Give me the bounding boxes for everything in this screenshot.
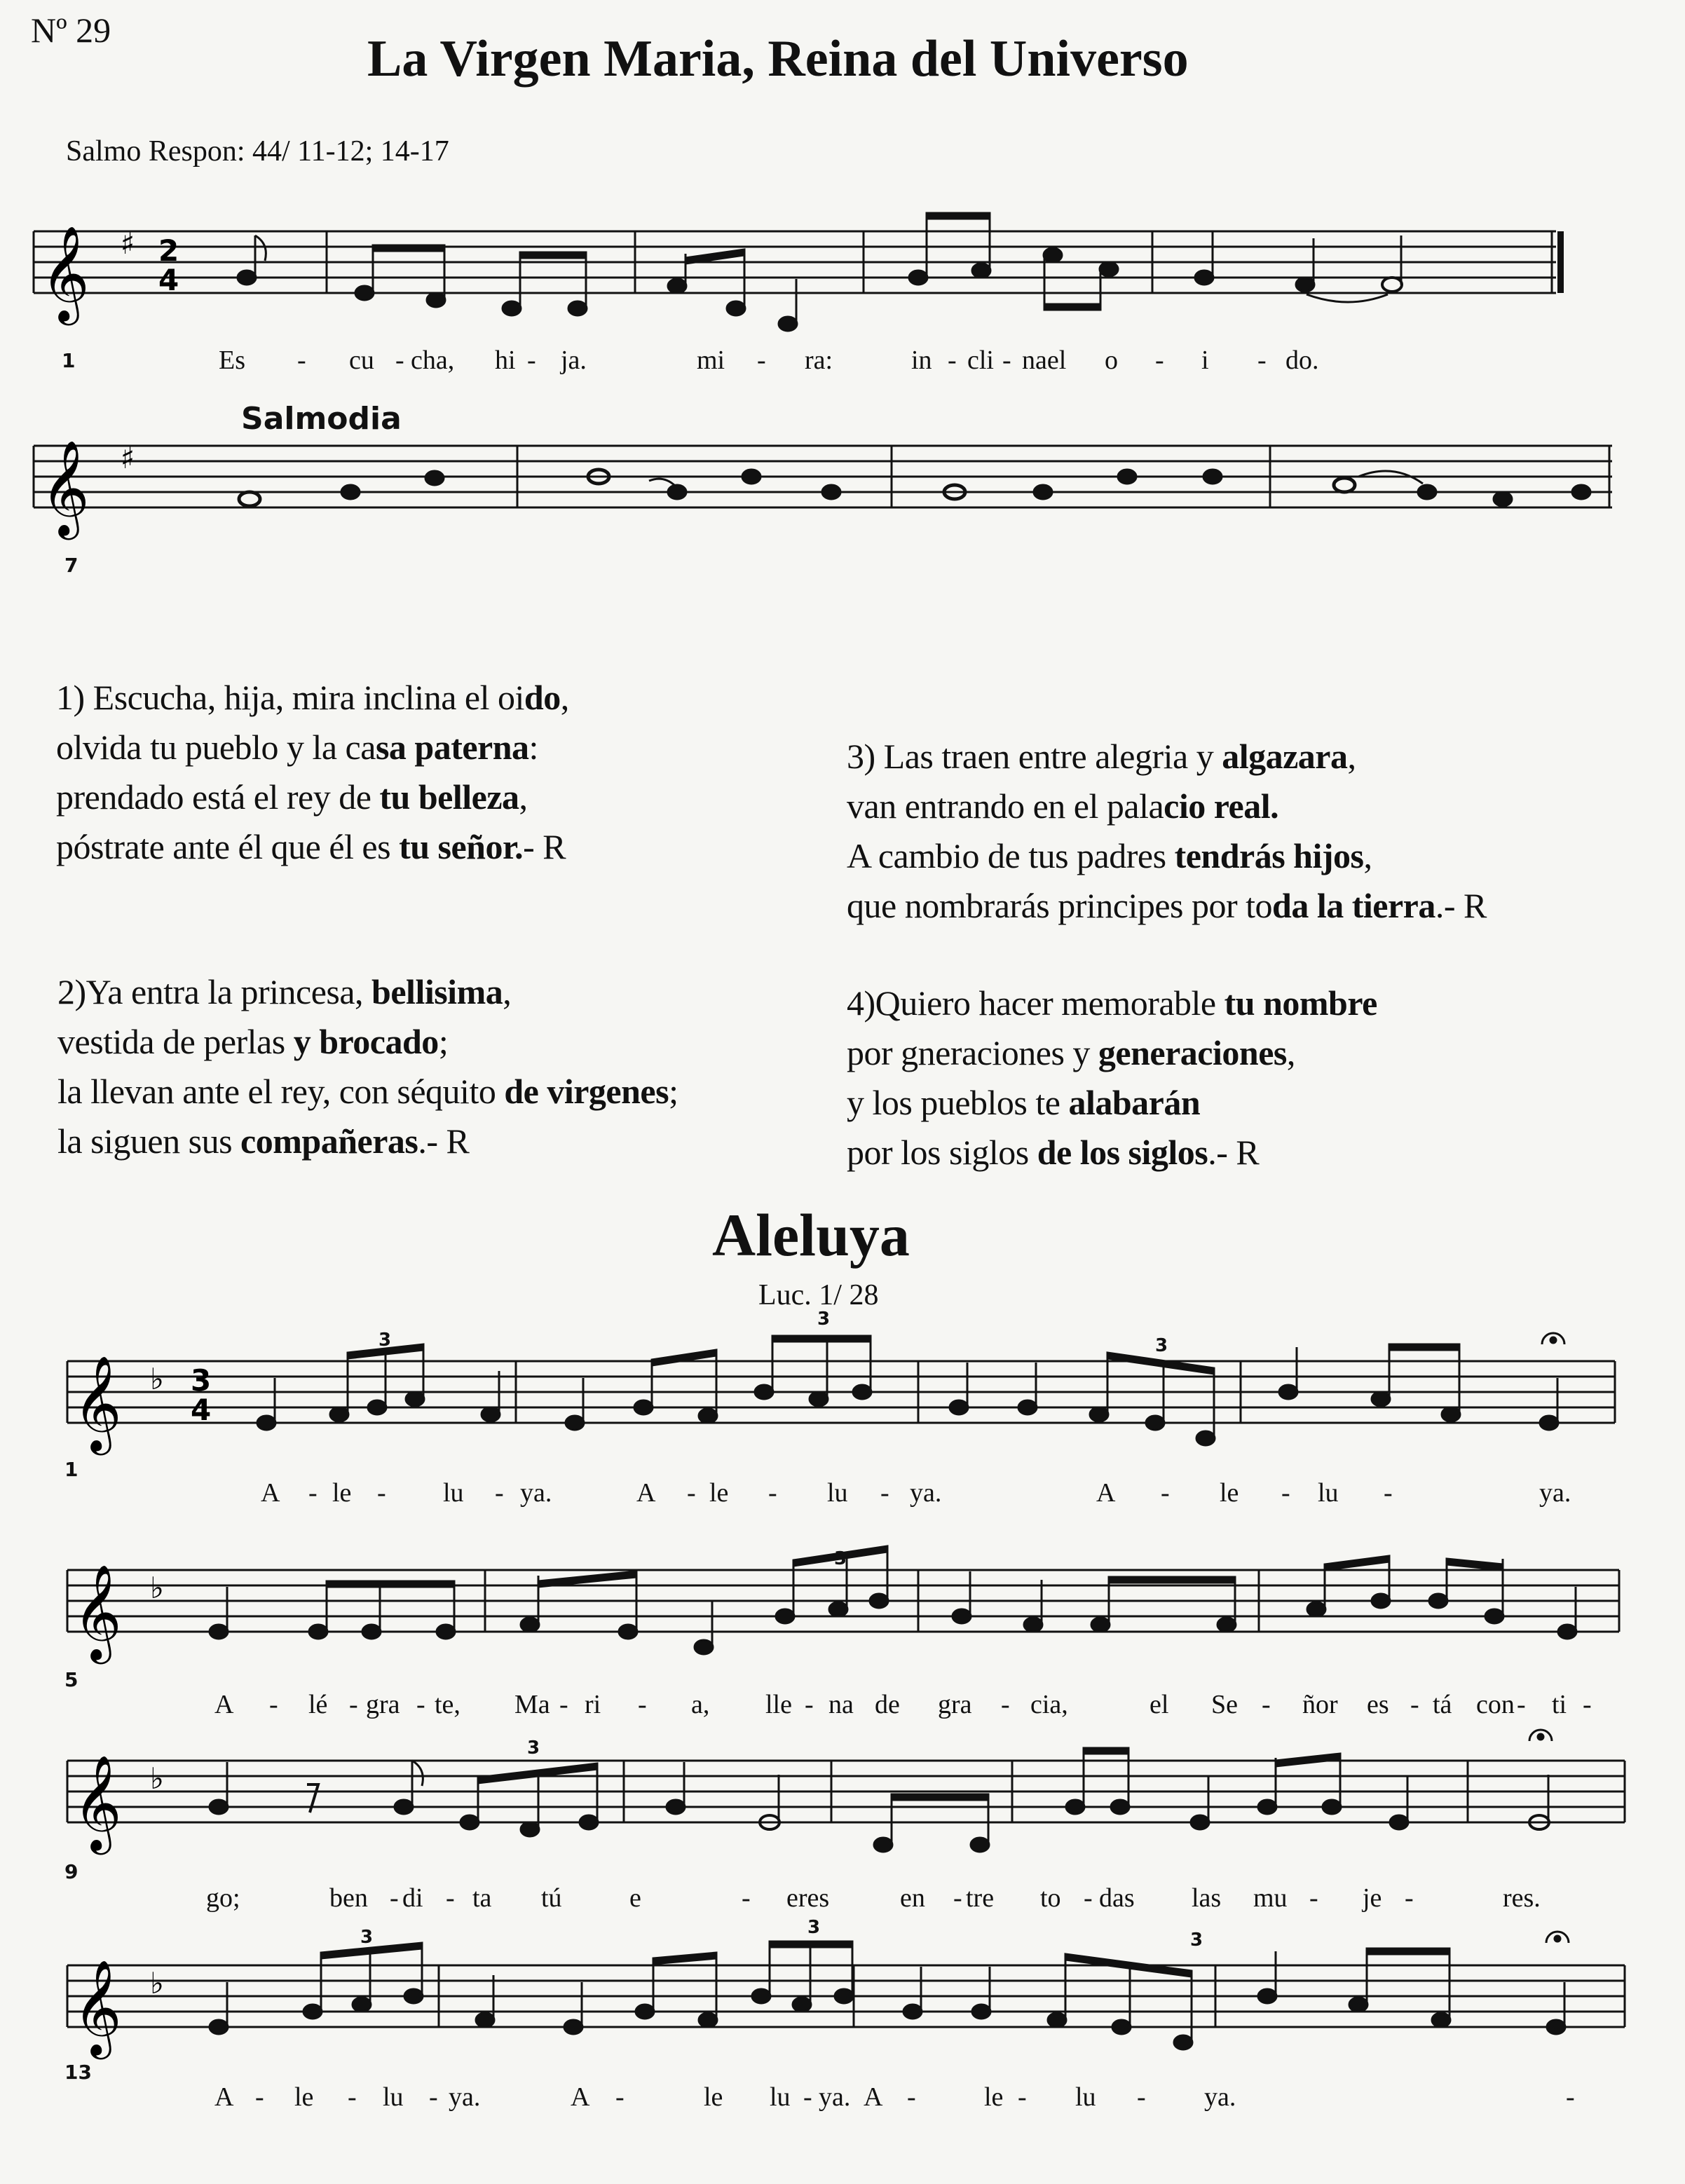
lyric-syllable: - xyxy=(390,1883,399,1913)
lyric-syllable: i xyxy=(1201,346,1209,375)
lyric-syllable: Es xyxy=(219,346,245,375)
svg-text:3: 3 xyxy=(807,1917,821,1938)
lyric-syllable: - xyxy=(255,2082,264,2112)
verse-text: , xyxy=(519,777,528,817)
lyric-syllable: - xyxy=(1309,1883,1318,1913)
verse-bold-text: tu nombre xyxy=(1224,983,1377,1023)
verse-bold-text: y brocado xyxy=(293,1022,439,1061)
verse-text: , xyxy=(503,972,512,1011)
svg-text:3: 3 xyxy=(1155,1335,1168,1356)
lyric-syllable: le xyxy=(332,1478,352,1508)
svg-text:♯: ♯ xyxy=(121,226,135,261)
lyric-syllable: lu xyxy=(443,1478,464,1508)
lyric-syllable: mi xyxy=(697,346,725,375)
hymn-number: Nº 29 xyxy=(31,11,111,50)
lyric-syllable: de xyxy=(875,1690,900,1719)
verse-text: van entrando en el pala xyxy=(847,786,1164,826)
lyric-syllable: - xyxy=(527,346,536,375)
verse-bold-text: generaciones xyxy=(1098,1033,1287,1072)
verse-bold-text: algazara xyxy=(1222,737,1348,776)
lyric-syllable: - xyxy=(1161,1478,1170,1508)
lyric-syllable: go; xyxy=(206,1883,240,1913)
treble-clef-icon: 𝄞 xyxy=(41,439,90,535)
verse-text: 2)Ya entra la princesa, xyxy=(57,972,372,1011)
lyric-syllable: lé xyxy=(308,1690,328,1719)
lyric-syllable: ñor xyxy=(1302,1690,1338,1719)
lyric-syllable: - xyxy=(615,2082,625,2112)
verse-text: que nombrarás principes por to xyxy=(847,886,1273,925)
lyric-syllable: Se xyxy=(1211,1690,1238,1719)
lyric-syllable: Ma xyxy=(514,1690,550,1719)
verse-text: la llevan ante el rey, con séquito xyxy=(57,1072,505,1111)
lyric-syllable: - xyxy=(1517,1690,1526,1719)
lyric-syllable: - xyxy=(742,1883,751,1913)
lyric-syllable: A xyxy=(214,1690,234,1719)
verse-text: 3) Las traen entre alegria y xyxy=(847,737,1222,776)
verse-text: .- R xyxy=(1208,1133,1260,1172)
lyric-syllable: las xyxy=(1192,1883,1222,1913)
lyric-syllable: - xyxy=(1410,1690,1419,1719)
lyric-syllable: ri xyxy=(585,1690,601,1719)
svg-text:3: 3 xyxy=(191,1363,212,1398)
lyric-syllable: e xyxy=(629,1883,641,1913)
lyric-syllable: a, xyxy=(691,1690,710,1719)
lyric-syllable: lu xyxy=(1075,2082,1096,2112)
verse-text: .- R xyxy=(418,1121,470,1161)
lyric-syllable: - xyxy=(395,346,404,375)
lyric-syllable: - xyxy=(348,2082,357,2112)
lyric-syllable: con xyxy=(1476,1690,1515,1719)
lyric-syllable: das xyxy=(1099,1883,1135,1913)
lyric-syllable: - xyxy=(495,1478,504,1508)
lyric-syllable: - xyxy=(1583,1690,1592,1719)
lyric-syllable: ya. xyxy=(819,2082,851,2112)
lyric-syllable: - xyxy=(1257,346,1267,375)
verse-text: , xyxy=(560,678,569,717)
lyric-syllable: nael xyxy=(1022,346,1067,375)
verse-text: oi xyxy=(497,678,524,717)
lyric-syllable: le xyxy=(294,2082,314,2112)
lyric-syllable: hi xyxy=(495,346,516,375)
verse-text: olvida tu pueblo y la xyxy=(56,728,346,767)
page-title: La Virgen Maria, Reina del Universo xyxy=(367,30,1189,88)
lyric-syllable: cha, xyxy=(411,346,455,375)
verse-bold-text: cio real. xyxy=(1164,786,1279,826)
svg-text:4: 4 xyxy=(191,1393,212,1427)
lyric-syllable: - xyxy=(297,346,306,375)
measure-number: 1 xyxy=(64,1458,79,1481)
lyric-syllable: ra: xyxy=(805,346,833,375)
verse-bold-text: de los siglos xyxy=(1037,1133,1208,1172)
verse-text: ; xyxy=(438,1022,449,1061)
lyric-syllable: le xyxy=(1220,1478,1239,1508)
lyric-syllable: - xyxy=(1262,1690,1271,1719)
svg-text:♯: ♯ xyxy=(121,441,135,475)
lyric-syllable: - xyxy=(803,2082,812,2112)
verse-text: - R xyxy=(523,827,566,866)
verse-bold-text: de virgenes xyxy=(504,1072,669,1111)
verse-text: 4)Quiero hacer memorable xyxy=(847,983,1224,1023)
svg-text:3: 3 xyxy=(1190,1930,1203,1951)
verse-text: ; xyxy=(669,1072,678,1111)
verse-text: .- R xyxy=(1435,886,1487,925)
lyric-syllable: ya. xyxy=(520,1478,552,1508)
verse-text: vestida de perlas xyxy=(57,1022,294,1061)
measure-number: 5 xyxy=(64,1668,79,1691)
lyric-syllable: - xyxy=(559,1690,568,1719)
measure-number: 9 xyxy=(64,1860,79,1883)
verse-text: , xyxy=(1363,836,1372,875)
svg-text:3: 3 xyxy=(817,1309,831,1330)
lyric-syllable: lu xyxy=(1318,1478,1339,1508)
lyric-syllable: - xyxy=(953,1883,962,1913)
lyric-syllable: - xyxy=(757,346,766,375)
lyric-syllable: - xyxy=(1137,2082,1146,2112)
verse-text: , xyxy=(1286,1033,1295,1072)
verse-bold-text: do xyxy=(524,678,561,717)
verse-text: A cambio de tus padres xyxy=(847,836,1175,875)
lyric-syllable: A xyxy=(636,1478,656,1508)
lyric-syllable: cli xyxy=(967,346,994,375)
svg-text:3: 3 xyxy=(360,1927,374,1948)
lyric-syllable: ya. xyxy=(1539,1478,1571,1508)
treble-clef-icon: 𝄞 xyxy=(41,224,90,321)
verse-bold-text: tu belleza xyxy=(379,777,519,817)
lyric-syllable: - xyxy=(1155,346,1164,375)
lyric-syllable: - xyxy=(880,1478,889,1508)
lyric-syllable: lu xyxy=(827,1478,848,1508)
verse-bold-text: tu señor. xyxy=(399,827,524,866)
lyric-syllable: - xyxy=(1084,1883,1093,1913)
verse-text: por los siglos xyxy=(847,1133,1037,1172)
lyric-syllable: cu xyxy=(349,346,374,375)
lyric-syllable: te, xyxy=(435,1690,461,1719)
lyric-syllable: gra xyxy=(938,1690,972,1719)
lyric-syllable: - xyxy=(768,1478,777,1508)
svg-text:2: 2 xyxy=(158,233,179,268)
lyric-syllable: - xyxy=(1566,2082,1575,2112)
lyric-syllable: - xyxy=(1281,1478,1290,1508)
lyric-syllable: ta xyxy=(472,1883,492,1913)
treble-clef-icon: 𝄞 xyxy=(73,1354,122,1451)
lyric-syllable: - xyxy=(1001,1690,1010,1719)
verse-text: por gneraciones y xyxy=(847,1033,1098,1072)
lyric-syllable: - xyxy=(1002,346,1011,375)
svg-text:♭: ♭ xyxy=(150,1362,164,1396)
lyric-syllable: A xyxy=(261,1478,280,1508)
measure-number: 7 xyxy=(64,554,79,577)
lyric-syllable: - xyxy=(907,2082,916,2112)
lyric-syllable: el xyxy=(1150,1690,1169,1719)
measure-number: 13 xyxy=(64,2061,92,2084)
verse-bold-text: compañeras xyxy=(240,1121,418,1161)
measure-number: 1 xyxy=(62,349,76,372)
lyric-syllable: tú xyxy=(541,1883,562,1913)
lyric-syllable: mu xyxy=(1253,1883,1288,1913)
lyric-syllable: A xyxy=(214,2082,234,2112)
svg-text:3: 3 xyxy=(378,1330,392,1351)
lyric-syllable: in xyxy=(911,346,932,375)
lyric-syllable: A xyxy=(571,2082,590,2112)
verse-text: prendado está el rey de xyxy=(56,777,380,817)
svg-text:♭: ♭ xyxy=(150,1761,164,1796)
lyric-syllable: - xyxy=(416,1690,425,1719)
lyric-syllable: tá xyxy=(1433,1690,1452,1719)
lyric-syllable: le xyxy=(984,2082,1004,2112)
lyric-syllable: A xyxy=(864,2082,883,2112)
lyric-syllable: le xyxy=(704,2082,723,2112)
lyric-syllable: - xyxy=(687,1478,696,1508)
lyric-syllable: - xyxy=(1384,1478,1393,1508)
lyric-syllable: - xyxy=(269,1690,278,1719)
verse-text: póstrate ante él que él es xyxy=(56,827,400,866)
svg-text:♭: ♭ xyxy=(150,1571,164,1605)
psalm-reference: Salmo Respon: 44/ 11-12; 14-17 xyxy=(66,135,449,168)
lyric-syllable: ja. xyxy=(561,346,587,375)
lyric-syllable: di xyxy=(402,1883,423,1913)
lyric-syllable: res. xyxy=(1503,1883,1541,1913)
verse-text: 1) Escucha, hija, mira inclina el xyxy=(56,678,498,717)
lyric-syllable: eres xyxy=(786,1883,830,1913)
treble-clef-icon: 𝄞 xyxy=(73,1563,122,1660)
lyric-syllable: - xyxy=(948,346,957,375)
lyric-syllable: le xyxy=(709,1478,729,1508)
gospel-reference: Luc. 1/ 28 xyxy=(758,1279,879,1311)
svg-text:3: 3 xyxy=(834,1548,847,1569)
svg-text:3: 3 xyxy=(527,1738,540,1759)
lyric-syllable: do. xyxy=(1285,346,1319,375)
verse-text: : xyxy=(528,728,538,767)
verse-bold-text: bellisima xyxy=(371,972,503,1011)
verse-bold-text: alabarán xyxy=(1068,1083,1201,1122)
lyric-syllable: ya. xyxy=(910,1478,942,1508)
lyric-syllable: - xyxy=(1018,2082,1027,2112)
lyric-syllable: ya. xyxy=(449,2082,481,2112)
svg-text:♭: ♭ xyxy=(150,1966,164,2000)
lyric-syllable: o xyxy=(1105,346,1118,375)
verse-bold-text: sa paterna xyxy=(375,728,529,767)
lyric-syllable: - xyxy=(349,1690,358,1719)
lyric-syllable: - xyxy=(638,1690,647,1719)
lyric-syllable: tre xyxy=(966,1883,995,1913)
lyric-syllable: - xyxy=(446,1883,455,1913)
verse-text: y los pueblos te xyxy=(847,1083,1069,1122)
lyric-syllable: es xyxy=(1367,1690,1389,1719)
lyric-syllable: - xyxy=(377,1478,386,1508)
lyric-syllable: je xyxy=(1363,1883,1382,1913)
verse-text: , xyxy=(1347,737,1356,776)
lyric-syllable: - xyxy=(308,1478,318,1508)
aleluya-title: Aleluya xyxy=(712,1201,910,1269)
lyric-syllable: na xyxy=(828,1690,854,1719)
treble-clef-icon: 𝄞 xyxy=(73,1754,122,1850)
lyric-syllable: ya. xyxy=(1204,2082,1236,2112)
lyric-syllable: - xyxy=(429,2082,438,2112)
verse-text: ca xyxy=(345,728,376,767)
lyric-syllable: cia, xyxy=(1030,1690,1068,1719)
verse-text: la siguen sus xyxy=(57,1121,241,1161)
lyric-syllable: - xyxy=(805,1690,814,1719)
treble-clef-icon: 𝄞 xyxy=(73,1958,122,2055)
salmodia-label: Salmodia xyxy=(241,401,402,437)
lyric-syllable: - xyxy=(1405,1883,1414,1913)
lyric-syllable: lu xyxy=(770,2082,791,2112)
lyric-syllable: lu xyxy=(383,2082,404,2112)
lyric-syllable: ben xyxy=(329,1883,368,1913)
lyric-syllable: en xyxy=(900,1883,925,1913)
lyric-syllable: to xyxy=(1040,1883,1061,1913)
lyric-syllable: ti xyxy=(1552,1690,1567,1719)
verse-bold-text: da la tierra xyxy=(1272,886,1435,925)
verse-bold-text: tendrás hijos xyxy=(1174,836,1364,875)
lyric-syllable: A xyxy=(1096,1478,1116,1508)
svg-text:4: 4 xyxy=(158,263,179,297)
lyric-syllable: lle xyxy=(765,1690,792,1719)
lyric-syllable: gra xyxy=(366,1690,400,1719)
